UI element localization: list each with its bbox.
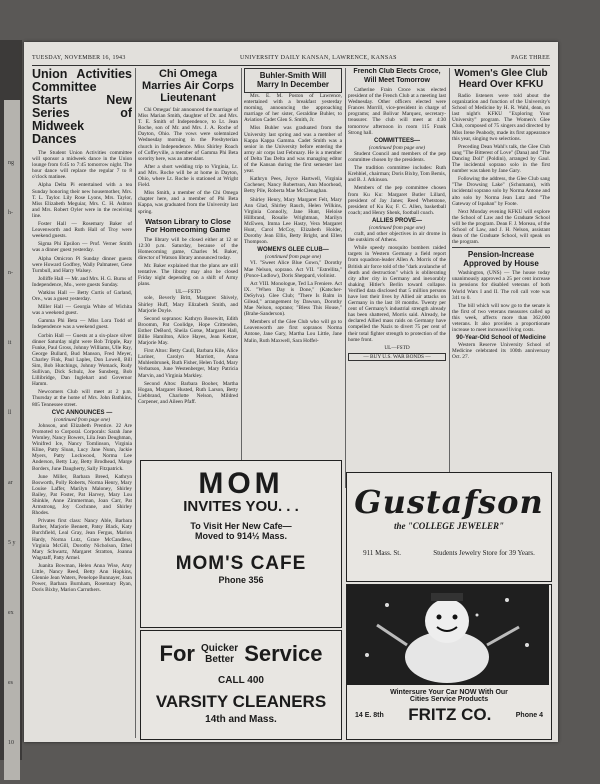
- page-header: [32, 55, 550, 66]
- subhead-womens-glee-club: WOMEN'S GLEE CLUB—: [257, 247, 329, 254]
- buhler-headline-box: [244, 68, 342, 93]
- header-date: TUESDAY, NOVEMBER 16, 1943: [32, 55, 126, 61]
- ad-gustafson-footer: [347, 549, 551, 557]
- ad-fritz-phone: Phone 4: [515, 711, 543, 719]
- article-paragraph: Miss Buhler was graduated from the University last spring and was a member of Kappa Kappa Gamma. Cadet Smith was a senior in the University before entering the army air corps last February. He is a member of Delta Tau Delta and was managing editor of the Kansan during the first semester last year.: [244, 125, 342, 175]
- article-paragraph: Miss Smith, a member of the Chi Omega chapter here, and a member of Phi Beta Kappa, was graduated from the University last spring.: [138, 190, 238, 215]
- article-paragraph: sole, Beverly Britt, Margaret Shively, Shirley Huff, Mary Elizabeth Smith, and Marjorie Doyle.: [138, 295, 238, 314]
- article-paragraph: Student Council and members of the pep committee chosen by the presidents.: [348, 150, 446, 164]
- ad-varsity-name: VARSITY CLEANERS: [155, 692, 327, 711]
- column-buhler-smith: [244, 68, 342, 488]
- article-paragraph: Jolliffe Hall — Mr. and Mrs. H. G. Burns of Independence, Mo., were guests Sunday.: [32, 275, 132, 288]
- ad-gustafson-slogan: Students Jewelry Store for 39 Years.: [433, 549, 535, 557]
- article-paragraph: Second sopranos: Kathryn Bosewitt, Edith Broomm, Pat Coolidge, Hope Crittenden, Esther DeBord, Sheila Gotse, Margaret Hall, Billie Hamilton, Alice Hayes, Jean Ketzer, Marjorie May.: [138, 315, 238, 347]
- subhead-allies-prove: ALLIES PROVE—: [371, 217, 422, 224]
- header-page-number: PAGE THREE: [511, 55, 550, 61]
- article-paragraph: The Student Union Activities committee will sponsor a midweek dance in the Union lounge from 6:45 to 7:45 tomorrow night. The hour dance will replace the regular 7 to 8 o'clock matinee.: [32, 150, 132, 181]
- article-paragraph: Radio listeners were told about the organization and function of the University's School of Medicine by H. R. Wahl, dean, on last night's KFKU "Exploring Your University" program. The Women's Glee Club, composed of 75 singers and directed by Miss Irene Peabody, made its first appearance this year, singing two selections.: [452, 93, 550, 142]
- adjacent-page-strip: [4, 100, 20, 780]
- edge-fragment: 5 y: [8, 540, 16, 546]
- article-paragraph: The tradition committee includes: Ruth Krehbiel, chairman; Doris Bixby, Tom Bemis, and B. J. Atkinson.: [348, 165, 446, 184]
- article-paragraph: Mrs. E. M. Poston of Lawrence, entertained with a breakfast yesterday morning, announcing the approaching marriage of her sister, Geraldine Buhler, to Aviation Cadet Glen S. Smith, Jr.: [244, 93, 342, 124]
- ad-moms-phone: Phone 356: [218, 575, 264, 585]
- edge-fragment: ar: [8, 480, 13, 486]
- section-rule: [452, 247, 550, 248]
- headline-womens-glee-club: Women's Glee Club Heard Over KFKU: [454, 68, 548, 90]
- ad-gustafson-address: 911 Mass. St.: [363, 549, 401, 557]
- article-paragraph: Gamma Phi Beta — Miss Lora Todd of Independence was a weekend guest.: [32, 318, 132, 331]
- column-divider: [345, 68, 346, 488]
- headline-watson-library: Watson Library to Close For Homecoming Game: [145, 216, 231, 235]
- headline-chi-omega: Chi Omega Marries Air Corps Lieutenant: [142, 68, 234, 104]
- ad-fritz-name: FRITZ CO.: [408, 705, 492, 724]
- headline-french-club: French Club Elects Croce, Will Meet Tomorrow: [353, 68, 441, 84]
- column-divider: [241, 68, 242, 488]
- article-paragraph: Watkins Hall — Betty Curtis of Garland, Ore., was a guest yesterday.: [32, 289, 132, 303]
- article-paragraph: Next Monday evening KFKU will explore the School of Law and the Graduate School will be the program. Dean F. J. Moreau, of the School of Law, and J. H. Nelson, assistant dean of the Graduate School, will speak on the program.: [452, 208, 550, 246]
- ad-quicker-better: [201, 643, 238, 665]
- article-paragraph: The library will be closed either at 12 or 12:30 p.m. Saturday, because of the Homecoming game, Charles M. Baker, director of Watson library announced today.: [138, 236, 238, 261]
- article-paragraph: Newcomers Club will meet at 2 p.m. Thursday at the home of Mrs. John Bathkins, 805 Tennessee street.: [32, 389, 132, 408]
- article-paragraph: Privates first class: Nancy Able, Barbara Barber, Marjorie Bennett, Patsy Black, Katy Burchfield, Leal Gray, Jean Fergus, Marion Hardy, Norma Lutz, Grace McCandless, Virginia McGill, Dorothy Nicholson, Ethel Mary Schwartz, Margaret Stratton, Joanna Wagstaff, Patty Armel.: [32, 518, 132, 561]
- column-womens-glee-club: [452, 68, 550, 488]
- edge-fragment: ng: [8, 160, 14, 166]
- story-end-tag: UL—FSTD: [384, 344, 410, 351]
- article-paragraph: Washington, (UNS) — The house today unanimously approved a 25 per cent increase in pensions for disabled veterans of both World Wars I and II. The roll call vote was 341 to 0.: [452, 270, 550, 301]
- ad-for-word: For: [159, 641, 195, 666]
- war-bonds-slug: — BUY U.S. WAR BONDS —: [348, 353, 446, 361]
- column-divider: [135, 68, 136, 738]
- ad-service-word: Service: [244, 641, 323, 666]
- article-paragraph: Preceding Dean Wahl's talk, the Glee Club sang "The Bitterest of Love" (Dana) and "The Dancing Doll" (Poldini), arranged by Gaul. The incidental soprano solo in the first number was taken by Jane Gary.: [452, 143, 550, 175]
- article-paragraph: craft, and other objectives in air drome in the outskirts of Athens.: [348, 231, 446, 244]
- newspaper-page: [24, 42, 558, 742]
- ad-service-line: [141, 641, 341, 667]
- ad-fritz-address: 14 E. 8th: [355, 711, 384, 719]
- subhead-school-of-medicine: 90-Year-Old School of Medicine: [456, 335, 546, 342]
- article-paragraph: Corbin Hall — Guests at a six-place silver dinner Saturday night were Bob Tripple, Ray Funke, Paul Gross, Johnny Williams, Ulle Ray, George Bullard, Bud Manson, Fred Meyer, Charley Fink, Paul Laples, Don Lowell, Bill Sim, Bob Hutchings, Johnny Womack, Rudy Sullivan, Dick Schulz, Joe Sunsberg, Bob Lillibridge, Dan Inglehart and Governor Hamm.: [32, 332, 132, 388]
- article-paragraph: Juanita Bowman, Helen Anna Wise, Amy Little, Nancy Reed, Betty Ann Hopkins, Glennie Jean Waters, Penelope Bunnayer, Joan Power, Barbara Burnham, Rosemary Ryan, Doris Bixby, Marion Carruthers.: [32, 562, 132, 594]
- headline-union-activities: Union Activities Committee Starts New Series of Midweek Dances: [32, 68, 132, 146]
- gustafson-jeweler-ad: [346, 472, 552, 582]
- fritz-co-ad: [346, 584, 552, 740]
- article-paragraph: Members of the pep committee chosen from Ku Ku: Margaret Butler Lillard, president of Jay Janes; Reed Whetstone, president of Ku Ku; F. C. Allen, basketball coach; and Henry Shenk, football coach.: [348, 185, 446, 216]
- snowman-illustration: [347, 585, 549, 685]
- article-paragraph: June Miller, Barbara Breed, Kathryn Bosworth, Polly Roberts, Norma Henry, Mary Louise Laffer, Marilyn Maloney, Shirley Bailey, Pat Foster, Pat Harvey, Mary Lou Shinkle, Anne Zimmerman, Joan Carr, Pat Armstrong, Joy Cochrane, and Shirley Rhodes.: [32, 473, 132, 517]
- continued-note: (continued from page one): [53, 416, 111, 423]
- moms-cafe-ad: [140, 460, 342, 628]
- edge-fragment: ll: [8, 410, 12, 416]
- continued-note: (continued from page one): [368, 144, 426, 151]
- article-paragraph: Kathryn Pees, Joyce Hartwell, Virginia Cochener, Nancy Robertson, Ann Moorhead, Betty Pile, Roberta Mae McClenaghan.: [244, 176, 342, 195]
- column-french-club: [348, 68, 446, 488]
- varsity-cleaners-ad: [140, 630, 342, 740]
- subhead-committees: COMMITTEES—: [374, 137, 420, 144]
- article-paragraph: Catherine Frain Croce was elected president of the French Club at a meeting last Wednesday. Other officers elected were Frances Morrill, vice-president in charge of programs; and Bolivar Marquez, secretary-treasurer. The club will meet at 4:30 tomorrow afternoon in room 115 Frank Strong hall.: [348, 87, 446, 136]
- ad-gustafson-logo: Gustafson: [354, 483, 544, 521]
- ad-varsity-address: 14th and Mass.: [205, 714, 277, 725]
- subhead-cvc-announces: CVC ANNOUNCES —: [51, 409, 113, 416]
- ad-visit-line: To Visit Her New Cafe—: [190, 521, 292, 531]
- article-paragraph: Alpha Omicron Pi Sunday dinner guests were Howard Godfrey, Wally Palmateer, Gene Turnbull, and Harry Walsey.: [32, 255, 132, 274]
- edge-fragment: h-: [8, 210, 13, 216]
- article-paragraph: While speedy mosquito bombers raided targets in Western Germany a field report from squadron-leader Allen A. Morris of the British air force told of the "dark avalanche of death and destruction" which is obliterating city after city in Germany and inexorably shaking Hitler's Berlin toward collapse. Verified data disclosed that 5 million persons have lost their lives by Allied air attacks on Germany in the last 18 months. Twenty per cent of Germany's industrial strength already has been shattered, Morris said. Already, he declared Allied mass raids on Germany have compelled the Nazis to divert 75 per cent of their total fighter strength to protection of the home front.: [348, 245, 446, 343]
- article-paragraph: Alpha Delta Pi entertained with a tea Sunday honoring their new housemother, Mrs. T. L. Taylor. Lily Rose Lyons, Mrs. Taylor, Miss Elizabeth Meguiar, Mrs. C. H. Ashton and Mrs. Robert Oyler were in the receiving line.: [32, 182, 132, 219]
- ad-call-number: CALL 400: [218, 675, 264, 686]
- edge-fragment: n-: [8, 270, 13, 276]
- headline-buhler-smith: Buhler-Smith Will Marry In December: [256, 71, 330, 89]
- ad-college-jeweler: the "COLLEGE JEWELER": [393, 521, 504, 531]
- edge-fragment: ex: [8, 610, 14, 616]
- ad-moved-line: Moved to 914½ Mass.: [194, 531, 288, 541]
- header-paper-name: UNIVERSITY DAILY KANSAN, LAWRENCE, KANSAS: [240, 55, 397, 61]
- article-paragraph: Following the address, the Glee Club sang "The Drowsing Lake" (Schumann), with incidental soprano solo by Norma Antone and alto solo by Norma Jean Lutz and "The Gateway of Ispahan" by Foote.: [452, 176, 550, 207]
- article-paragraph: Shirley Henry, Mary Margaret Felt, Mary Ann Glad, Shirley Rauch, Helen Wilkins, Virginia Connolly, Jane Hunt, Heloise Hillbrand, Rosalie Wrightman, Marilyn McEwen, Imma Lee Hasty, Vera Margaret Hunt, Carol McCoy, Elizabeth Holder, Dorothy Jean Ellis, Betty Bright, and Ellen Thompson.: [244, 196, 342, 246]
- article-paragraph: Foster Hall — Rosemary Baker of Leavenworth and Ruth Hall of Troy were weekend guests.: [32, 221, 132, 240]
- column-chi-omega: [138, 68, 238, 488]
- adjacent-page-edge: [0, 40, 22, 760]
- edge-fragment: 10: [8, 740, 14, 746]
- article-paragraph: Mr. Baker explained that the plans are still tentative. The library may also be closed Friday night depending on a shift of Army plans.: [138, 262, 238, 288]
- article-paragraph: Western Reserve University School of Medicine celebrated its 100th anniversary Oct. 27.: [452, 342, 550, 361]
- ad-fritz-tagline-2: Cities Service Products: [409, 696, 489, 703]
- column-divider: [449, 68, 450, 488]
- article-paragraph: Members of the Glee Club who will go to Leavenworth are first sopranos Norma Antone, Jane Gary, Martha Lou Little, Jane Malin, Ruth Maxwell, Sara Hoffel-: [244, 319, 342, 344]
- article-paragraph: After a short wedding trip to Virginia, Lt. and Mrs. Roche will be at home in Dayton, Ohio, where Lt. Roche is stationed at Wright Field.: [138, 163, 238, 189]
- edge-fragment: es: [8, 680, 13, 686]
- article-paragraph: Chi Omegas' fair announced the marriage of Miss Marian Smith, daughter of Dr. and Mrs. T. E. Smith of Independence, to Lt. Jean Roche, son of Mr. and Mrs. J. A. Roche of Dayton, Ohio. The vows were solemnized Wednesday morning in the Presbyterian church in Independence. Miss Shirley Roach of Coffeyville, a member of Gamma Phi Beta sorority here, was an attendant.: [138, 107, 238, 162]
- ad-fritz-footer: [347, 703, 551, 727]
- article-paragraph: VI. "Sweet Alice Blue Gown," Dorothy Mae Nelson, soprano. Act VII. "Estrellita," (Ponce-Ludlow), Doris Sheppard, violinist.: [244, 260, 342, 279]
- article-paragraph: Johnson, and Elizabeth Prentice. 22 Are Promoted to Corporal. Corporals: Sarah Jane Womley, Nancy Bowers, Lila Jean Deughman, Winifred Ice, Nancy Tomlinson, Virginia Kline, Patty Sloan, Lucy Jane Nunn, Jackie Myers, Patty Lockwood, Norma Lee Anderson, Betty Lay, Betty Brodhead, Marge Borders, June Daugherty, Sally Fitzpatrick.: [32, 422, 132, 472]
- article-paragraph: First Altos: Betty Caull, Barbara Kile, Alice Lariner, Carolyn Marriott, Anna Muhlenbrunek, Ruth Fisher, Helen Todd, Mary Verbatson, June Westenberger, Mary Patricia Marvin, and Virginia Markley.: [138, 348, 238, 379]
- headline-pension-increase: Pension-Increase Approved by House: [463, 250, 539, 268]
- ad-moms-cafe-name: MOM'S CAFE: [175, 553, 307, 574]
- ad-quicker-word: Quicker: [200, 643, 239, 654]
- article-paragraph: Miller Hall — Georgia White of Wichita was a weekend guest.: [32, 304, 132, 317]
- article-paragraph: Act VIII. Monologue, Ted La Freniere. Act IX. "When Day is Done," (Katscher-DeSylva). Glee Club; "There Is Balm in Gilead," arrangement by Dawson, Dorothy Mae Nelson, soprano; "Bless This House," (Brahe-Sanderson).: [244, 280, 342, 318]
- article-paragraph: Second Altos: Barbara Booher, Martha Hogan, Margaret Husted, Ruth Larson, Betty Liebbrand, Charlotte Nelson, Mildred Corpener, and Aileen Pfaff.: [138, 380, 238, 405]
- edge-fragment: it: [8, 340, 12, 346]
- article-paragraph: The bill which will now go to the senate is the first of two veterans measures called up this week, affects more than 362,000 veterans. It also provides a proportionate increase to meet increased living costs.: [452, 302, 550, 334]
- article-paragraph: Sigma Phi Epsilon — Prof. Verner Smith was a dinner guest yesterday.: [32, 241, 132, 254]
- ad-mom-title: MOM: [198, 467, 284, 500]
- story-end-tag: UL—FSTD: [175, 289, 201, 296]
- continued-note: (continued from page one): [264, 254, 322, 261]
- continued-note: (continued from page one): [368, 224, 426, 231]
- column-union-activities: [32, 68, 132, 738]
- ad-better-word: Better: [205, 654, 235, 665]
- ad-fritz-tagline-1: Wintersure Your Car NOW With Our: [390, 689, 508, 696]
- ad-invites-line: INVITES YOU. . .: [183, 498, 299, 515]
